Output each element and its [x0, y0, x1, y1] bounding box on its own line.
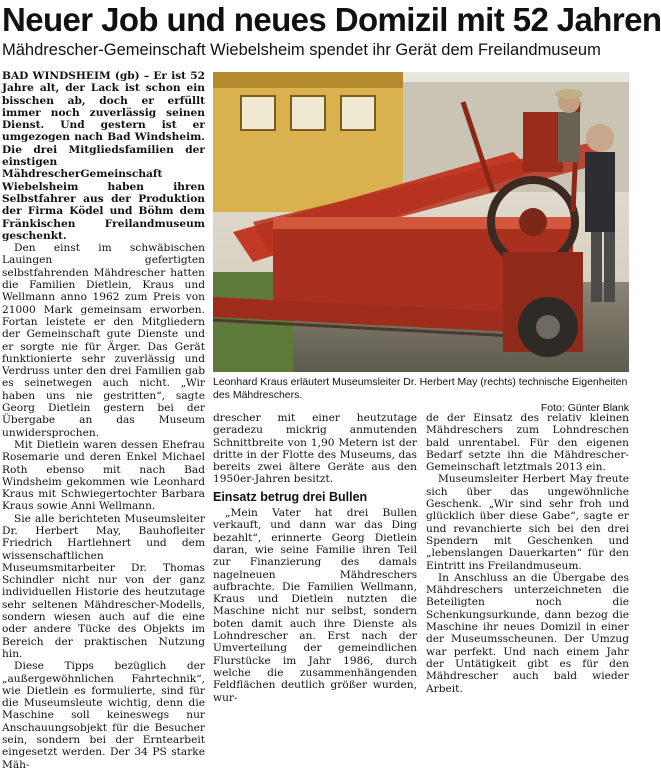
- article-column-1: [2, 70, 205, 771]
- subheadline: Mähdrescher-Gemeinschaft Wiebelsheim spendet ihr Gerät dem Freilandmuseum: [2, 41, 601, 59]
- body-paragraph: „Mein Vater hat drei Bullen verkauft, und dann war das Ding bezahlt“, erinnerte Georg Dietlein daran, wie seine Familie ihren Teil zur Finanzierung des damals nagelneuen Mähdreschers aufbrachte. Die Familien Wellmann, Kraus und Dietlein nutzten die Maschine nicht nur selbst, sondern boten damit auch ihre Dienste als Lohndrescher an. Erst nach der Umverteilung der gemeindlichen Flurstücke im Jahr 1986, durch welche die zusammenhängenden Feldflächen deutlich größer wurden, wur-: [213, 507, 417, 704]
- article-column-2: [213, 412, 417, 704]
- combine-harvester-photo: [213, 72, 629, 372]
- headline: Neuer Job und neues Domizil mit 52 Jahren: [2, 1, 661, 38]
- body-paragraph: Mit Dietlein waren dessen Ehefrau Rosemarie und deren Enkel Michael Roth ebenso mit nach Bad Windsheim gekommen wie Leonhard Kraus mit Schwiegertochter Barbara Kraus sowie Anni Wellmann.: [2, 438, 205, 513]
- body-paragraph: Diese Tipps bezüglich der „außergewöhnlichen Fahrtechnik“, wie Dietlein es formulierte, sind für die Museumsleute wichtig, denn die Maschine soll keineswegs nur Anschauungsobjekt für die Besucher sein, sondern bei der Erntearbeit eingesetzt werden. Der 34 PS starke Mäh-: [2, 660, 205, 771]
- section-title: Einsatz betrug drei Bullen: [213, 489, 368, 504]
- body-paragraph: Museumsleiter Herbert May freute sich über das ungewöhnliche Geschenk. „Wir sind sehr froh und glücklich über diese Gabe“, sagte er und revanchierte sich bei den drei Spendern mit Geschenken und „lebenslangen Dauerkarten“ für den Eintritt ins Freilandmuseum.: [426, 473, 629, 572]
- body-paragraph: Den einst im schwäbischen Lauingen gefertigten selbstfahrenden Mähdrescher hatten die Familien Dietlein, Kraus und Wellmann anno 1962 zum Preis von 21000 Mark gemeinsam erworben. Fortan leistete er den Mitgliedern der Gemeinschaft gute Dienste und er sorgte nie für Ärger. Das Gerät funktionierte sehr zuverlässig und Verdruss unter den drei Familien gab es seinetwegen auch nicht. „Wir haben uns nie gestritten“, sagte Georg Dietlein gestern bei der Übergabe an das Museum unwidersprochen.: [2, 242, 205, 439]
- body-paragraph: de der Einsatz des relativ kleinen Mähdreschers zum Lohndreschen bald unrentabel. Für den eigenen Bedarf setzte ihn die Mähdrescher-Gemeinschaft letztmals 2013 ein.: [426, 412, 629, 474]
- photo-illustration: [213, 72, 629, 372]
- photo-credit: Foto: Günter Blank: [540, 402, 629, 414]
- caption-text: Leonhard Kraus erläutert Museumsleiter Dr. Herbert May (rechts) technische Eigenheiten des Mähdreschers.: [213, 376, 628, 401]
- photo-caption: [213, 376, 629, 415]
- body-paragraph: Sie alle berichteten Museumsleiter Dr. Herbert May, Bauhofleiter Friedrich Hartlehnert und dem wissenschaftlichen Museumsmitarbeiter Dr. Thomas Schindler nicht nur von der ganz individuellen Historie des heutzutage sehr seltenen Mähdrescher-Modells, sondern wiesen auch auf die eine oder andere Tücke des Objekts im Bereich der praktischen Nutzung hin.: [2, 512, 205, 660]
- article-column-3: [426, 412, 629, 695]
- body-paragraph: drescher mit einer heutzutage geradezu mickrig anmutenden Schnittbreite von 1,90 Metern ist der dritte in der Flotte des Museums, das bereits zwei ältere Geräte aus den 1950er-Jahren besitzt.: [213, 412, 417, 486]
- lead-paragraph: BAD WINDSHEIM (gb) – Er ist 52 Jahre alt, der Lack ist schon ein bisschen ab, doch er erfüllt immer noch zuverlässig seinen Dienst. Und gestern ist er umgezogen nach Bad Windsheim. Die drei Mitgliedsfamilien der einstigen MähdrescherGemeinschaft Wiebelsheim haben ihren Selbstfahrer aus der Produktion der Firma Ködel und Böhm dem Fränkischen Freilandmuseum geschenkt.: [2, 70, 205, 242]
- body-paragraph: In Anschluss an die Übergabe des Mähdreschers unterzeichneten die Beteiligten noch die Schenkungsurkunde, dann bezog die Maschine ihr neues Domizil in einer der Museumsscheunen. Der Umzug war perfekt. Und nach einem Jahr der Untätigkeit gibt es für den Mähdrescher auch bald wieder Arbeit.: [426, 571, 629, 695]
